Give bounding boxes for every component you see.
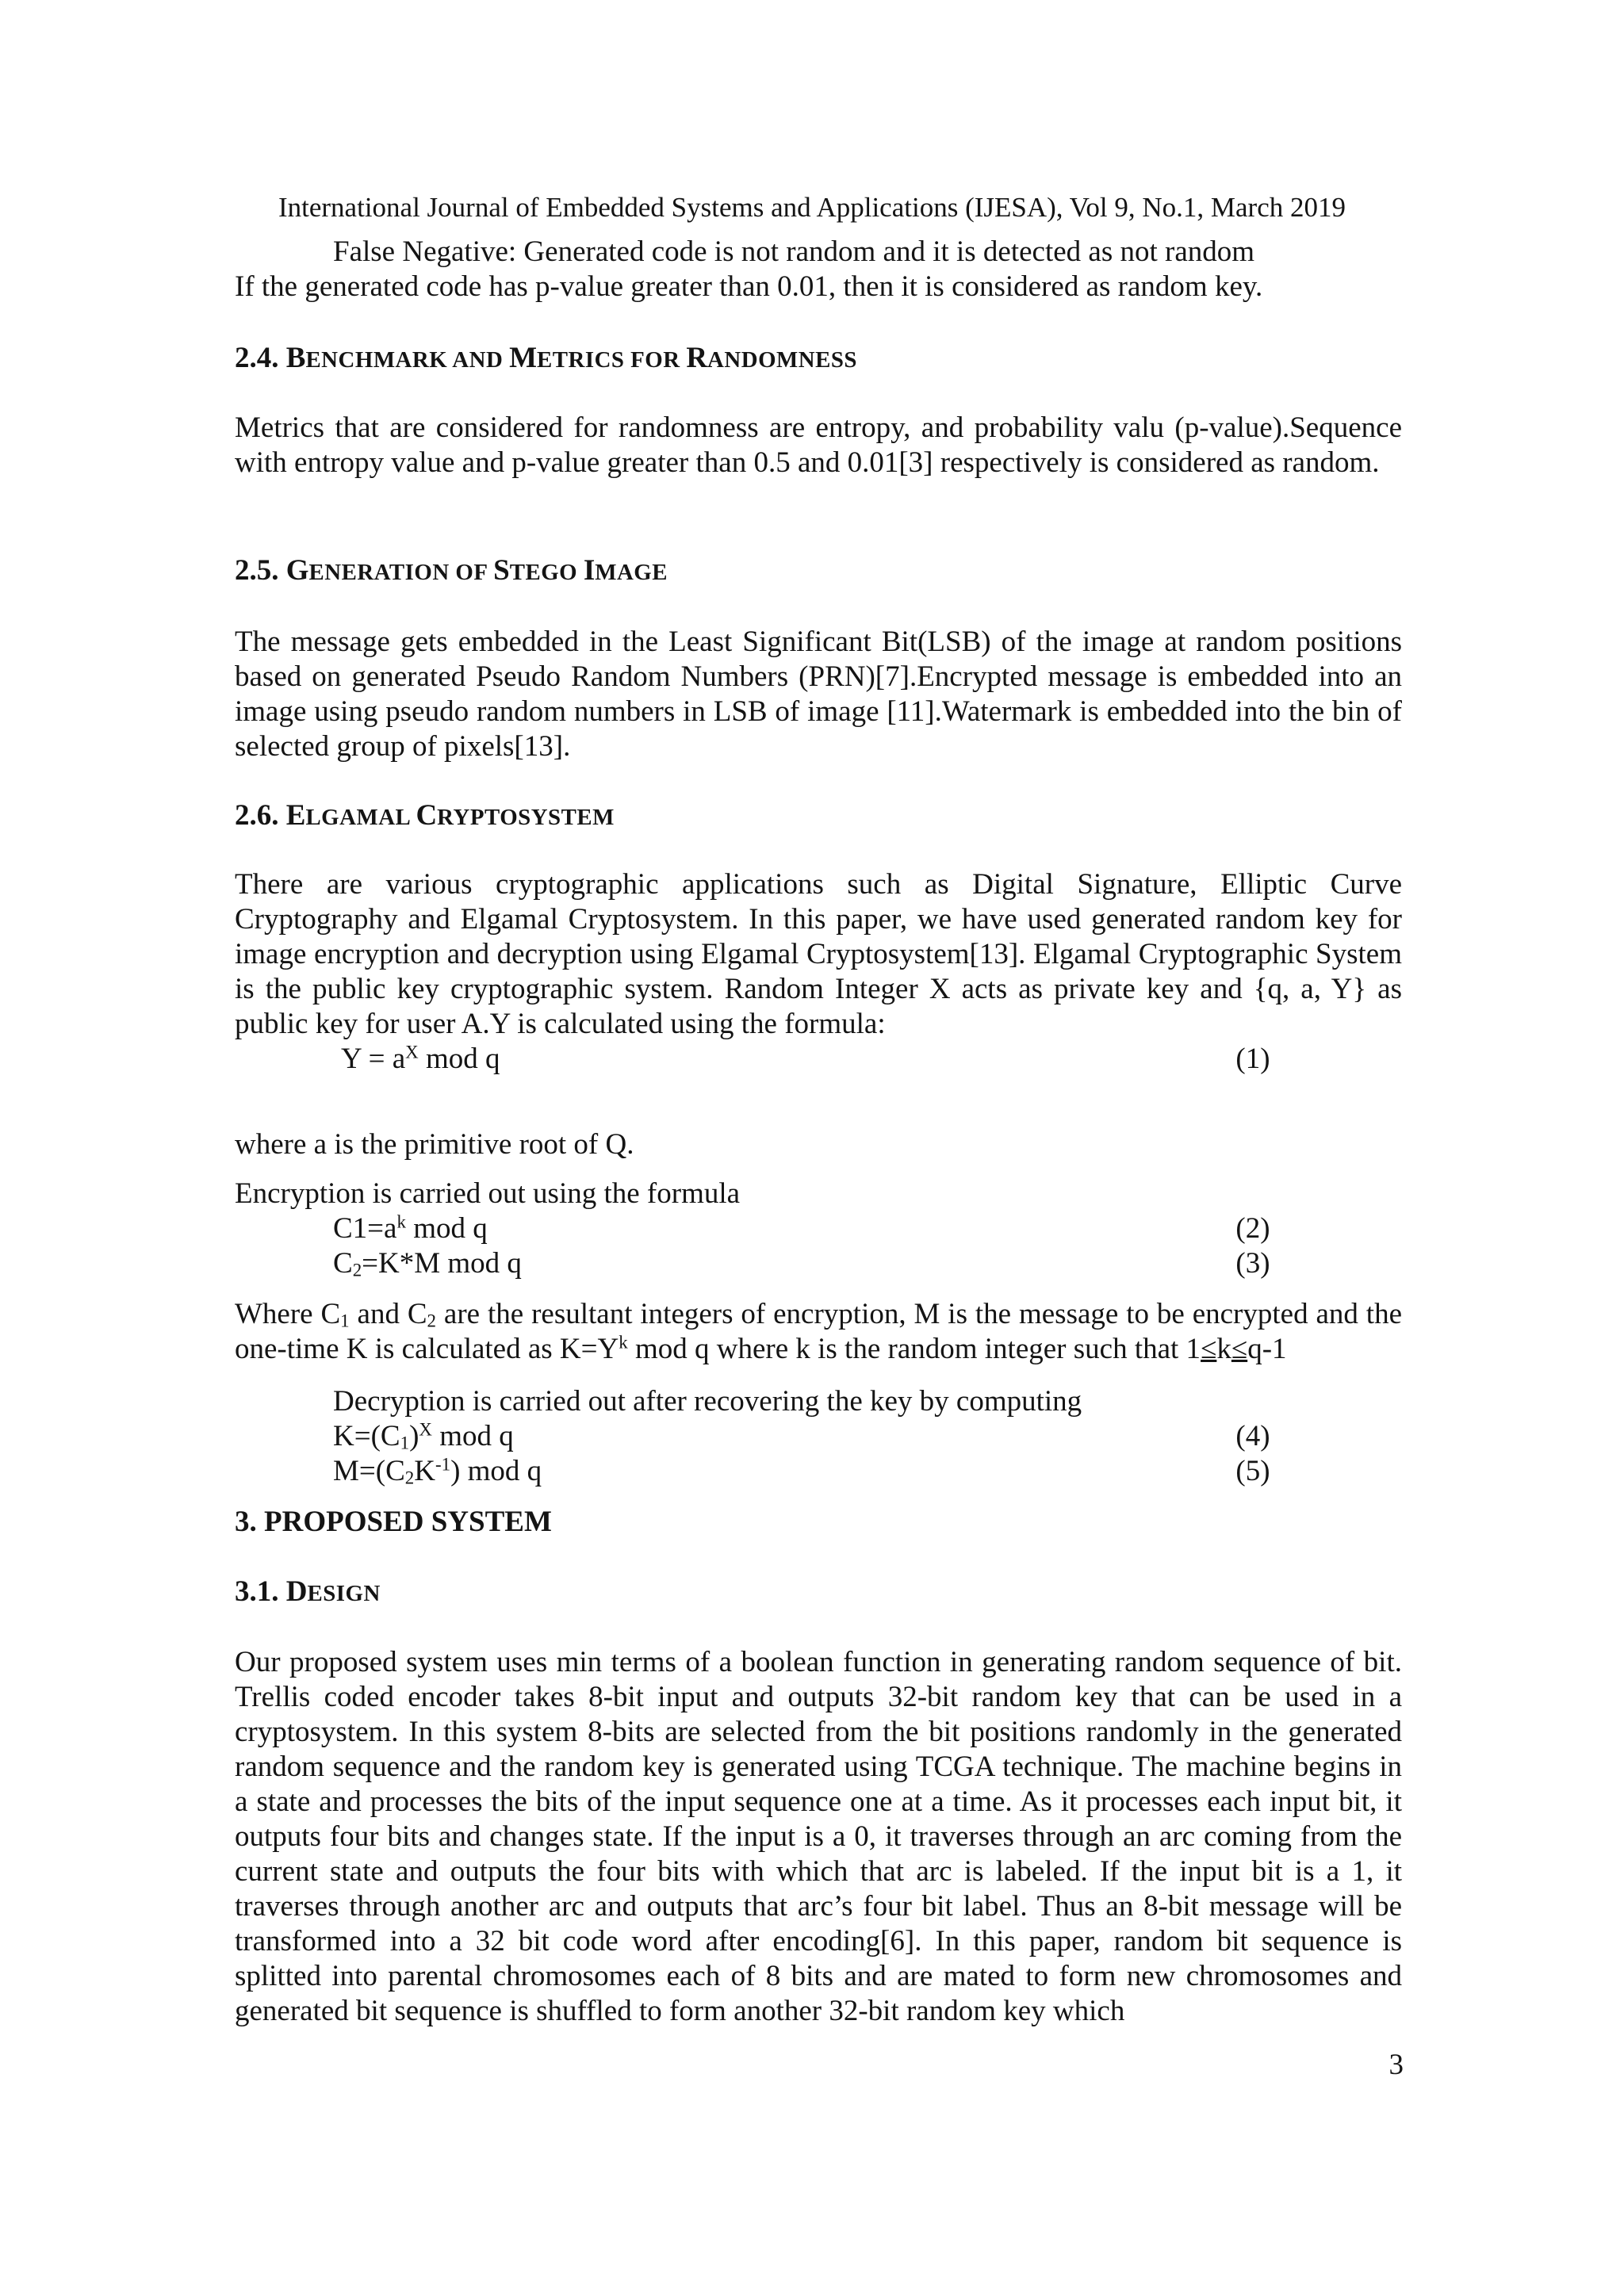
equation-1: $Y = a^X$ mod q (341, 1042, 500, 1075)
section-heading-2-6: 2.6. ELGAMAL CRYPTOSYSTEM (235, 799, 615, 832)
equation-4-number: (4) (1235, 1420, 1270, 1452)
page-number: 3 (1388, 2049, 1404, 2081)
equation-5-number: (5) (1235, 1455, 1270, 1487)
paragraph-elgamal: There are various cryptographic applications such as Digital Signature, Elliptic Curve Cryptography and Elgamal Cryptosystem. In this paper, we have used generated random key for image encryption and decryption using Elgamal Cryptosystem[13]. Elgamal Cryptographic System is the public key cryptographic system. Random Integer X acts as private key and {q, a, Y} as public key for user A.Y is calculated using the formula: (235, 868, 1402, 1040)
primitive-root-line: where a is the primitive root of Q. (235, 1128, 634, 1161)
section-heading-3: 3. PROPOSED SYSTEM (235, 1506, 552, 1538)
paragraph-encryption-where: Where $C_1$ and $C_2$ are the resultant integers of encryption, M is the message to be encrypted and the one-time K is calculated as $K=Y^k$ mod q where k is the random integer such that 1≤k≤q-1 (235, 1298, 1402, 1365)
paragraph-randomness-metrics: Metrics that are considered for randomness are entropy, and probability valu (p-value).Sequence with entropy value and p-value greater than 0.5 and 0.01[3] respectively is considered as random. (235, 411, 1402, 479)
decryption-intro: Decryption is carried out after recovering the key by computing (333, 1385, 1082, 1418)
paragraph-design: Our proposed system uses min terms of a boolean function in generating random sequence of bit. Trellis coded encoder takes 8-bit input and outputs 32-bit random key that can be used in a cryptosystem. In this system 8-bits are selected from the bit positions randomly in the generated random sequence and the random key is generated using TCGA technique. The machine begins in a state and processes the bits of the input sequence one at a time. As it processes each input bit, it outputs four bits and changes state. If the input is a 0, it traverses through an arc coming from the current state and outputs the four bits with which that arc is labeled. If the input bit is a 1, it traverses through another arc and outputs that arc’s four bit label. Thus an 8-bit message will be transformed into a 32 bit code word after encoding[6]. In this paper, random bit sequence is splitted into parental chromosomes each of 8 bits and are mated to form new chromosomes and generated bit sequence is shuffled to form another 32-bit random key which (235, 1646, 1402, 2027)
equation-1-number: (1) (1235, 1043, 1270, 1075)
paragraph-stego-image: The message gets embedded in the Least Significant Bit(LSB) of the image at random positions based on generated Pseudo Random Numbers (PRN)[7].Encrypted message is embedded into an image using pseudo random numbers in LSB of image [11].Watermark is embedded into the bin of selected group of pixels[13]. (235, 626, 1402, 763)
equation-2: $C1=a^k$ mod q (333, 1211, 488, 1245)
equation-5: $M=(C_2K^{-1})$ mod q (333, 1454, 542, 1488)
equation-2-number: (2) (1235, 1212, 1270, 1245)
pvalue-rule-line: If the generated code has p-value greater than 0.01, then it is considered as random key. (235, 270, 1263, 303)
section-heading-2-5: 2.5. GENERATION OF STEGO IMAGE (235, 554, 668, 587)
equation-3-number: (3) (1235, 1247, 1270, 1280)
section-heading-2-4: 2.4. BENCHMARK AND METRICS FOR RANDOMNESS (235, 342, 857, 374)
running-header: International Journal of Embedded Systems and Applications (IJESA), Vol 9, No.1, March 2019 (278, 192, 1346, 223)
encryption-intro: Encryption is carried out using the formula (235, 1177, 741, 1210)
section-heading-3-1: 3.1. DESIGN (235, 1575, 381, 1608)
equation-4: $K=(C_1)^X$ mod q (333, 1419, 514, 1453)
equation-3: $C_2=K*M$ mod q (333, 1247, 522, 1280)
false-negative-line: False Negative: Generated code is not random and it is detected as not random (333, 235, 1255, 268)
